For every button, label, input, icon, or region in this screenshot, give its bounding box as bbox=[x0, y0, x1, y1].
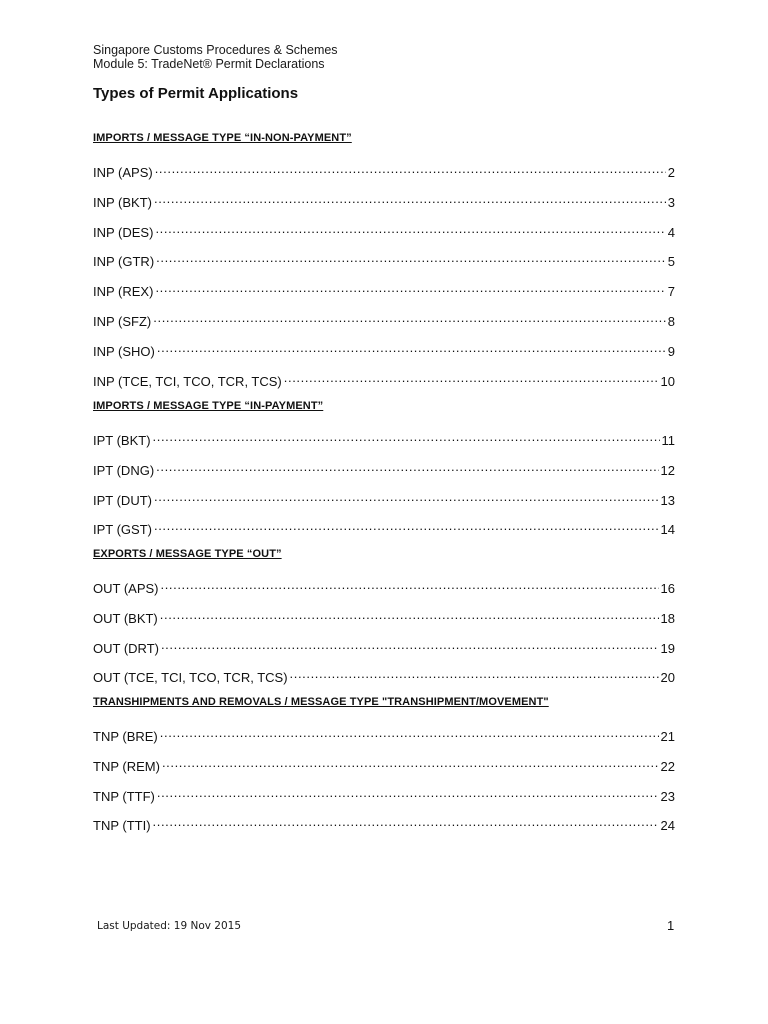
toc-entry[interactable] bbox=[93, 459, 675, 479]
toc-entry-page-number: 9 bbox=[667, 344, 675, 359]
toc-entry-label: TNP (BRE) bbox=[93, 729, 158, 744]
dot-leader bbox=[162, 755, 659, 771]
toc-entry[interactable] bbox=[93, 370, 675, 390]
dot-leader bbox=[153, 429, 660, 445]
toc-entry-label: OUT (TCE, TCI, TCO, TCR, TCS) bbox=[93, 670, 288, 685]
toc-entry-label: OUT (DRT) bbox=[93, 641, 159, 656]
toc-entry-label: OUT (APS) bbox=[93, 581, 159, 596]
dot-leader bbox=[155, 161, 666, 177]
dot-leader bbox=[157, 340, 666, 356]
dot-leader bbox=[153, 814, 659, 830]
dot-leader bbox=[156, 250, 666, 266]
toc-entry-page-number: 3 bbox=[667, 195, 675, 210]
section-heading: IMPORTS / MESSAGE TYPE “IN-PAYMENT” bbox=[93, 400, 324, 412]
toc-entry-page-number: 13 bbox=[660, 493, 675, 508]
toc-entry[interactable] bbox=[93, 785, 675, 805]
dot-leader bbox=[155, 221, 665, 237]
toc-entry[interactable] bbox=[93, 577, 675, 597]
toc-entry[interactable] bbox=[93, 161, 675, 181]
toc-entry-page-number: 19 bbox=[660, 641, 675, 656]
toc-entry-page-number: 24 bbox=[660, 818, 675, 833]
page-title: Types of Permit Applications bbox=[93, 85, 299, 102]
dot-leader bbox=[153, 310, 666, 326]
section-heading: TRANSHIPMENTS AND REMOVALS / MESSAGE TYPE "TRANSHIPMENT/MOVEMENT" bbox=[93, 696, 549, 708]
toc-entry-label: INP (SFZ) bbox=[93, 314, 152, 329]
dot-leader bbox=[161, 637, 659, 653]
toc-entry-page-number: 23 bbox=[660, 789, 675, 804]
toc-entry-page-number: 21 bbox=[660, 729, 675, 744]
toc-entry-label: TNP (TTI) bbox=[93, 818, 151, 833]
toc-entry[interactable] bbox=[93, 489, 675, 509]
toc-entry-page-number: 12 bbox=[660, 463, 675, 478]
toc-entry[interactable] bbox=[93, 280, 675, 300]
toc-entry-label: INP (BKT) bbox=[93, 195, 152, 210]
toc-entry-page-number: 20 bbox=[660, 670, 675, 685]
toc-entry[interactable] bbox=[93, 607, 675, 627]
dot-leader bbox=[160, 607, 659, 623]
dot-leader bbox=[160, 725, 659, 741]
toc-entry-label: OUT (BKT) bbox=[93, 611, 158, 626]
toc-entry-label: INP (DES) bbox=[93, 225, 154, 240]
toc-entry[interactable] bbox=[93, 310, 675, 330]
document-header bbox=[93, 43, 338, 71]
toc-entry[interactable] bbox=[93, 755, 675, 775]
toc-entry-page-number: 8 bbox=[667, 314, 675, 329]
toc-entry-label: TNP (TTF) bbox=[93, 789, 155, 804]
toc-entry-page-number: 14 bbox=[660, 522, 675, 537]
toc-entry-label: IPT (DUT) bbox=[93, 493, 152, 508]
dot-leader bbox=[154, 489, 659, 505]
toc-entry-label: INP (APS) bbox=[93, 165, 153, 180]
toc-entry[interactable] bbox=[93, 814, 675, 834]
toc-entry-label: TNP (REM) bbox=[93, 759, 160, 774]
toc-entry[interactable] bbox=[93, 666, 675, 686]
toc-entry[interactable] bbox=[93, 429, 675, 449]
dot-leader bbox=[284, 370, 659, 386]
header-line-2: Module 5: TradeNet® Permit Declarations bbox=[93, 57, 325, 71]
toc-entry-page-number: 4 bbox=[667, 225, 675, 240]
toc-entry-page-number: 16 bbox=[660, 581, 675, 596]
header-line-1: Singapore Customs Procedures & Schemes bbox=[93, 43, 338, 57]
dot-leader bbox=[157, 785, 659, 801]
dot-leader bbox=[156, 459, 658, 475]
page-number: 1 bbox=[667, 918, 675, 933]
toc-entry-label: IPT (BKT) bbox=[93, 433, 151, 448]
toc-entry-page-number: 22 bbox=[660, 759, 675, 774]
toc-entry-page-number: 7 bbox=[667, 284, 675, 299]
toc-entry-page-number: 5 bbox=[667, 254, 675, 269]
toc-entry-page-number: 2 bbox=[667, 165, 675, 180]
section-heading: IMPORTS / MESSAGE TYPE “IN-NON-PAYMENT” bbox=[93, 132, 352, 144]
section-heading: EXPORTS / MESSAGE TYPE “OUT” bbox=[93, 548, 282, 560]
toc-entry-label: INP (TCE, TCI, TCO, TCR, TCS) bbox=[93, 374, 282, 389]
toc-entry[interactable] bbox=[93, 191, 675, 211]
toc-entry[interactable] bbox=[93, 250, 675, 270]
toc-entry-label: IPT (GST) bbox=[93, 522, 152, 537]
toc-entry-label: INP (SHO) bbox=[93, 344, 155, 359]
toc-entry[interactable] bbox=[93, 221, 675, 241]
dot-leader bbox=[154, 518, 659, 534]
last-updated-footer: Last Updated: 19 Nov 2015 bbox=[97, 920, 242, 932]
toc-entry-page-number: 18 bbox=[660, 611, 675, 626]
dot-leader bbox=[290, 666, 659, 682]
toc-entry[interactable] bbox=[93, 637, 675, 657]
toc-entry[interactable] bbox=[93, 725, 675, 745]
dot-leader bbox=[161, 577, 659, 593]
toc-entry[interactable] bbox=[93, 518, 675, 538]
dot-leader bbox=[155, 280, 665, 296]
toc-entry-label: INP (REX) bbox=[93, 284, 154, 299]
toc-entry-label: IPT (DNG) bbox=[93, 463, 155, 478]
toc-entry-page-number: 10 bbox=[660, 374, 675, 389]
toc-entry-page-number: 11 bbox=[661, 433, 675, 448]
dot-leader bbox=[154, 191, 666, 207]
toc-entry[interactable] bbox=[93, 340, 675, 360]
toc-entry-label: INP (GTR) bbox=[93, 254, 155, 269]
